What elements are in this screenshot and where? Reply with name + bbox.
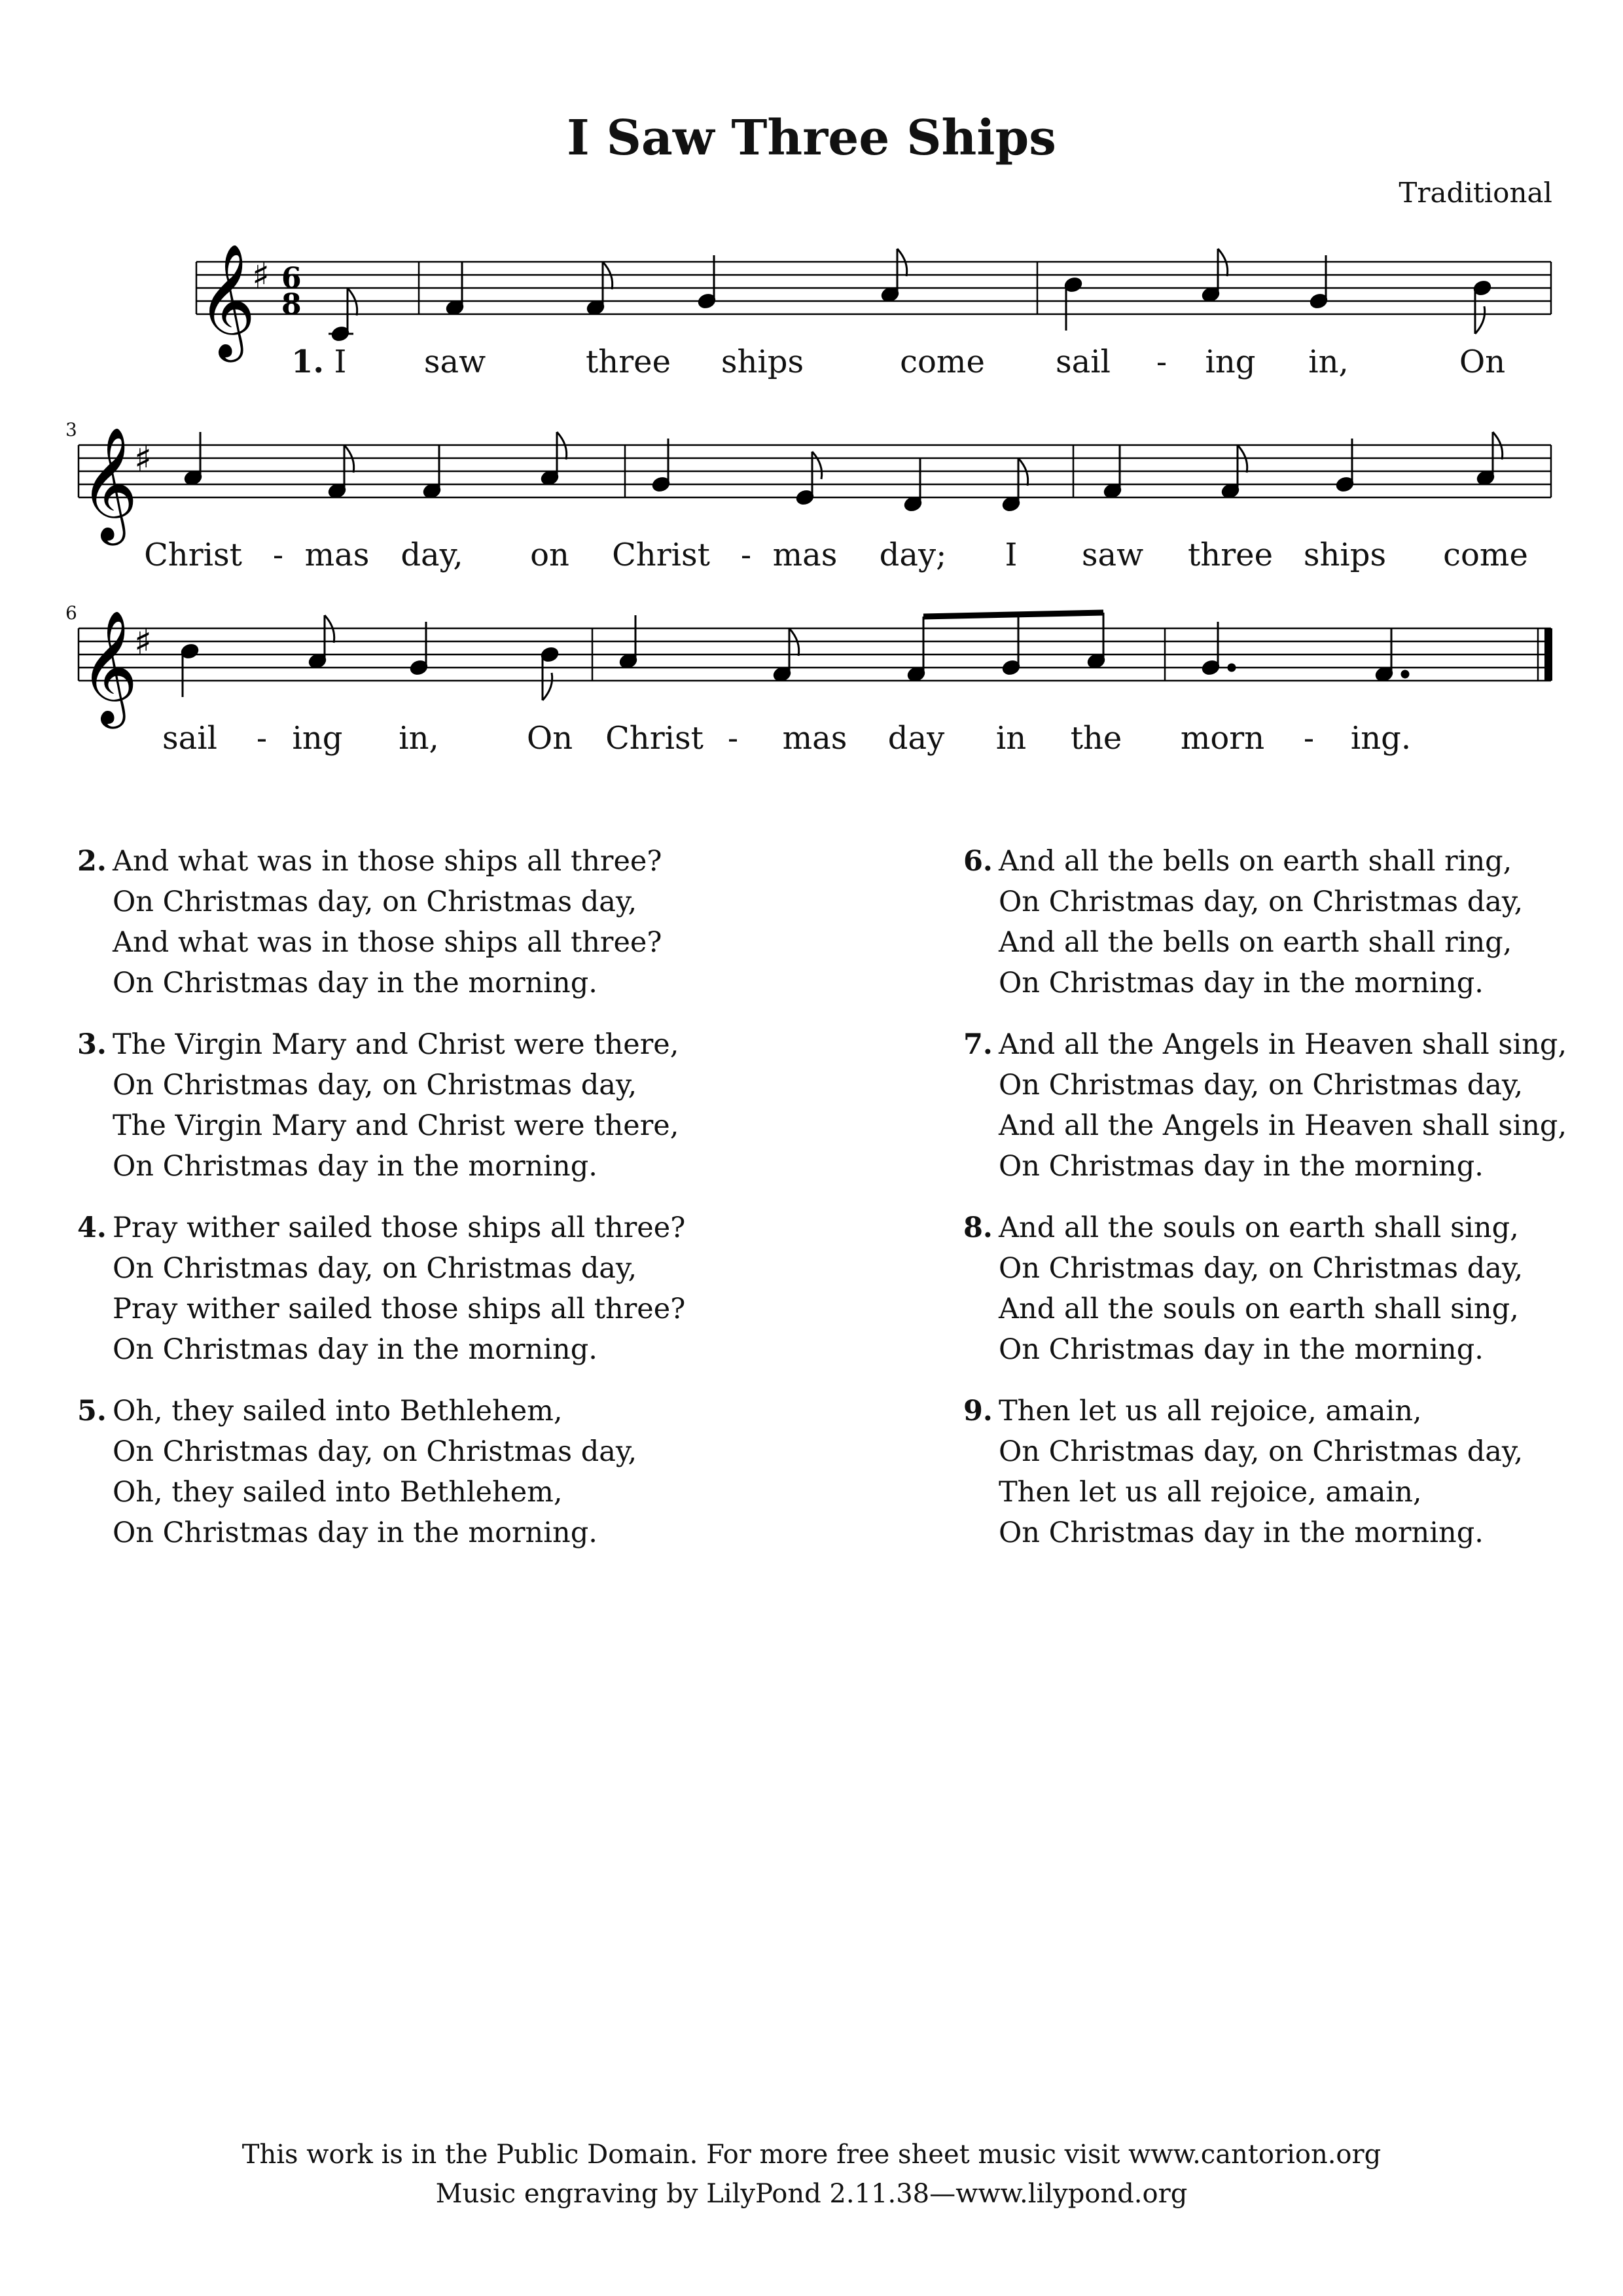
verse-number: 6.: [963, 845, 993, 878]
song-title: I Saw Three Ships: [567, 110, 1056, 166]
verse-line: On Christmas day in the morning.: [999, 1333, 1484, 1366]
lyric-syllable: I: [334, 344, 347, 380]
lyric-syllable: day;: [879, 537, 947, 573]
lyric-syllable: On: [526, 720, 573, 757]
lyric-syllable: day,: [401, 537, 463, 573]
lyric-syllable: mas: [304, 537, 370, 573]
verse-line: Oh, they sailed into Bethlehem,: [113, 1476, 563, 1509]
footer: [0, 2135, 1623, 2214]
measure-number: 6: [65, 602, 77, 624]
verse-3: [77, 1024, 830, 1187]
verse-line: On Christmas day, on Christmas day,: [999, 1069, 1524, 1102]
lyric-syllable: Christ: [605, 720, 704, 757]
verse-line: On Christmas day in the morning.: [999, 1150, 1484, 1183]
measure-number: 3: [65, 419, 77, 440]
verse-line: On Christmas day in the morning.: [113, 1150, 597, 1183]
verse-8: [963, 1208, 1623, 1370]
lyric-syllable: ing: [292, 720, 343, 757]
verse-number: 8.: [963, 1211, 993, 1244]
footer-public-domain-note: This work is in the Public Domain. For more free sheet music visit www.cantorion.org: [241, 2140, 1382, 2170]
sharp-icon: ♯: [252, 255, 270, 297]
lyric-syllable: sail: [1056, 344, 1111, 380]
verse-4: [77, 1208, 830, 1370]
lyric-hyphen: -: [727, 720, 739, 757]
verse-number: 4.: [77, 1211, 107, 1244]
verse-7: [963, 1024, 1623, 1187]
time-sig-top: 6: [281, 262, 302, 295]
composer-credit: Traditional: [1399, 177, 1552, 209]
verse-number: 7.: [963, 1028, 993, 1061]
lyric-syllable: saw: [423, 344, 486, 380]
verse-6: [963, 841, 1623, 1003]
verse-line: On Christmas day, on Christmas day,: [999, 1252, 1524, 1285]
verse-line: Then let us all rejoice, amain,: [999, 1476, 1422, 1509]
verse-line: And what was in those ships all three?: [113, 845, 662, 878]
staff-system-3: [0, 602, 1623, 838]
lyric-syllable: morn: [1180, 720, 1265, 757]
lyric-hyphen: -: [1156, 344, 1168, 380]
lyric-hyphen: -: [1303, 720, 1315, 757]
verse-line: The Virgin Mary and Christ were there,: [113, 1109, 679, 1142]
treble-clef-icon: 𝄞: [80, 610, 138, 724]
treble-clef-icon: 𝄞: [80, 427, 138, 541]
verse-line: Pray wither sailed those ships all three?: [113, 1211, 686, 1244]
verse-line: On Christmas day in the morning.: [113, 1516, 597, 1549]
verse-line: On Christmas day, on Christmas day,: [113, 886, 637, 918]
verse-line: On Christmas day, on Christmas day,: [999, 886, 1524, 918]
verse-5: [77, 1391, 830, 1553]
verse-line: Pray wither sailed those ships all three?: [113, 1293, 686, 1325]
lyric-syllable: on: [530, 537, 569, 573]
verse-line: And all the bells on earth shall ring,: [999, 926, 1512, 959]
lyric-syllable: three: [1188, 537, 1273, 573]
verse-line: On Christmas day in the morning.: [113, 1333, 597, 1366]
lyric-syllable: sail: [162, 720, 217, 757]
sharp-icon: ♯: [134, 438, 152, 480]
verse-line: On Christmas day, on Christmas day,: [999, 1435, 1524, 1468]
verse-number: 9.: [963, 1395, 993, 1427]
lyric-syllable: the: [1070, 720, 1122, 757]
verse-number: 3.: [77, 1028, 107, 1061]
verse-line: On Christmas day, on Christmas day,: [113, 1069, 637, 1102]
verse-9: [963, 1391, 1623, 1553]
verse-line: And all the souls on earth shall sing,: [999, 1293, 1519, 1325]
verse-2: [77, 841, 830, 1003]
lyric-syllable: day: [887, 720, 945, 757]
staff-1-notation: [0, 236, 1623, 406]
lyric-syllable: in: [995, 720, 1027, 757]
verse-number: 2.: [77, 845, 107, 878]
lyric-syllable: Christ: [144, 537, 242, 573]
verse-line: The Virgin Mary and Christ were there,: [113, 1028, 679, 1061]
final-barline: [1544, 628, 1552, 681]
lyric-syllable: saw: [1081, 537, 1144, 573]
sharp-icon: ♯: [134, 621, 152, 664]
lyric-syllable: I: [1005, 537, 1018, 573]
footer-engraving-credit: Music engraving by LilyPond 2.11.38—www.lilypond.org: [435, 2179, 1188, 2209]
lyric-hyphen: -: [256, 720, 268, 757]
lyric-syllable: three: [586, 344, 671, 380]
verse-line: On Christmas day in the morning.: [999, 1516, 1484, 1549]
verse-line: On Christmas day, on Christmas day,: [113, 1252, 637, 1285]
verse-line: On Christmas day in the morning.: [113, 967, 597, 999]
verse-line: On Christmas day in the morning.: [999, 967, 1484, 999]
verse-line: Then let us all rejoice, amain,: [999, 1395, 1422, 1427]
lyric-syllable: ships: [721, 344, 804, 380]
lyric-syllable: On: [1459, 344, 1506, 380]
lyric-syllable: come: [1443, 537, 1528, 573]
verse-line: And all the bells on earth shall ring,: [999, 845, 1512, 878]
treble-clef-icon: 𝄞: [198, 243, 256, 357]
verse-line: Oh, they sailed into Bethlehem,: [113, 1395, 563, 1427]
lyric-syllable: in,: [1308, 344, 1349, 380]
lyric-verse-number: 1.: [291, 344, 325, 380]
lyric-syllable: Christ: [612, 537, 710, 573]
lyric-syllable: come: [900, 344, 985, 380]
lyric-syllable: mas: [772, 537, 838, 573]
lyric-hyphen: -: [740, 537, 752, 573]
lyric-hyphen: -: [272, 537, 284, 573]
lyric-syllable: ships: [1303, 537, 1387, 573]
time-sig-bottom: 8: [281, 288, 302, 321]
lyric-syllable: ing: [1205, 344, 1256, 380]
verse-line: And all the Angels in Heaven shall sing,: [999, 1109, 1567, 1142]
verse-number: 5.: [77, 1395, 107, 1427]
lyric-syllable: mas: [782, 720, 847, 757]
verse-line: And all the Angels in Heaven shall sing,: [999, 1028, 1567, 1061]
verse-line: And all the souls on earth shall sing,: [999, 1211, 1519, 1244]
lyric-syllable: ing.: [1350, 720, 1412, 757]
verse-line: On Christmas day, on Christmas day,: [113, 1435, 637, 1468]
lyric-syllable: in,: [399, 720, 439, 757]
verse-line: And what was in those ships all three?: [113, 926, 662, 959]
